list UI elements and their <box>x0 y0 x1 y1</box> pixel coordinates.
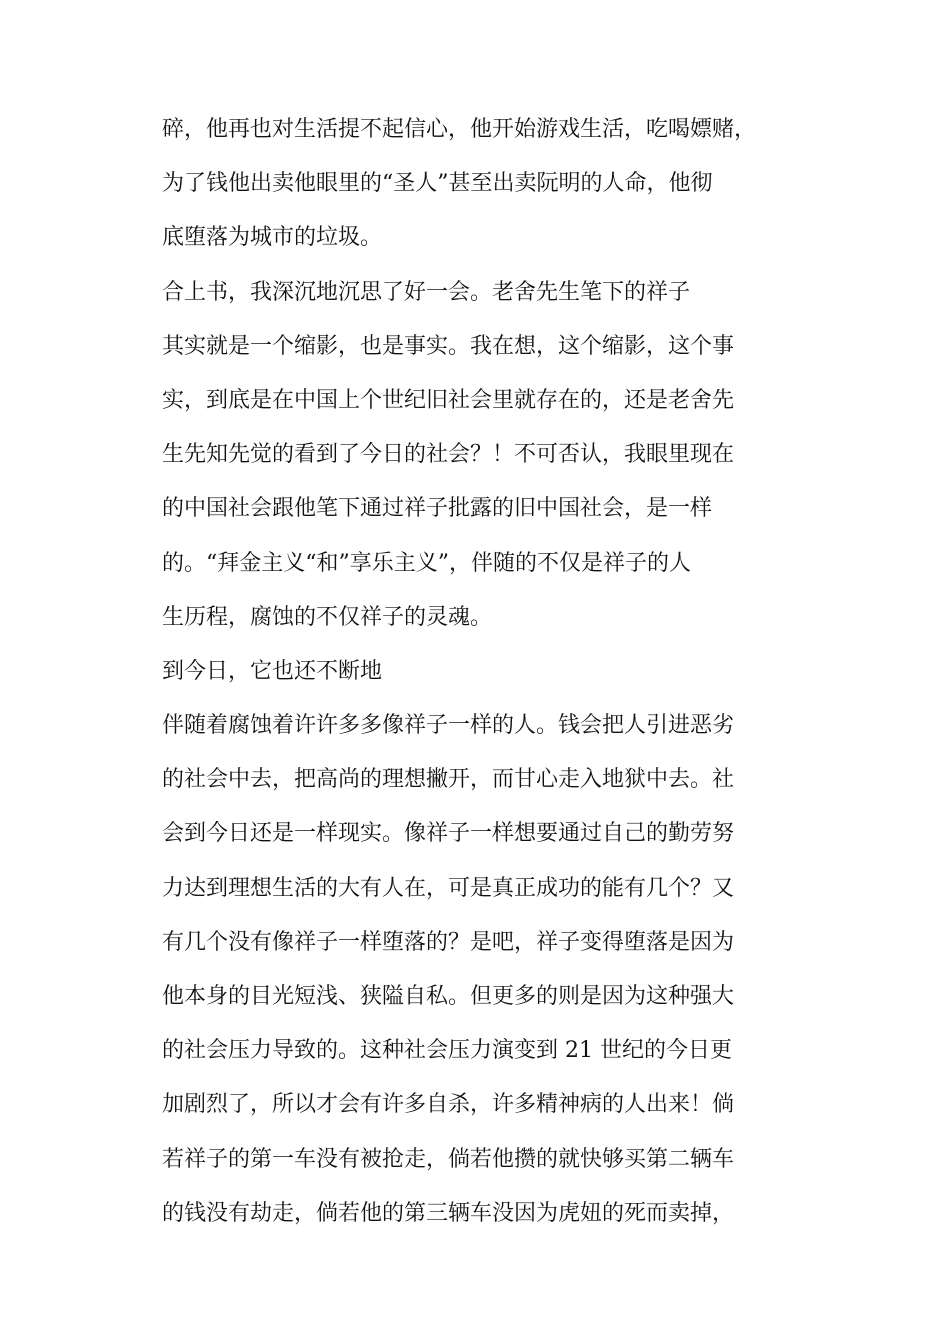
text-line: 的钱没有劫走，倘若他的第三辆车没因为虎妞的死而卖掉， <box>162 1200 735 1226</box>
text-line: 他本身的目光短浅、狭隘自私。但更多的则是因为这种强大 <box>162 984 735 1009</box>
text-line: 合上书，我深沉地沉思了好一会。老舍先生笔下的祥子 <box>162 279 691 305</box>
text-line: 到今日，它也还不断地 <box>162 658 383 684</box>
text-line: 底堕落为城市的垃圾。 <box>162 225 383 251</box>
text-line: 的中国社会跟他笔下通过祥子批露的旧中国社会，是一样 <box>162 496 713 522</box>
text-line: 其实就是一个缩影，也是事实。我在想，这个缩影，这个事 <box>162 333 735 359</box>
text-line: 的社会压力导致的。这种社会压力演变到 21 世纪的今日更 <box>162 1038 732 1064</box>
text-line: 为了钱他出卖他眼里的“圣人”甚至出卖阮明的人命，他彻 <box>162 171 713 197</box>
essay-text <box>162 108 802 1246</box>
text-line: 生历程，腐蚀的不仅祥子的灵魂。 <box>162 604 493 630</box>
text-line: 的。“拜金主义“和”享乐主义”，伴随的不仅是祥子的人 <box>162 550 691 576</box>
text-line: 力达到理想生活的大有人在，可是真正成功的能有几个？又 <box>162 875 735 901</box>
text-line: 生先知先觉的看到了今日的社会？！不可否认，我眼里现在 <box>162 442 735 468</box>
text-line: 的社会中去，把高尚的理想撇开，而甘心走入地狱中去。社 <box>162 767 735 793</box>
text-line: 伴随着腐蚀着许许多多像祥子一样的人。钱会把人引进恶劣 <box>162 713 735 739</box>
text-line: 若祥子的第一车没有被抢走，倘若他攒的就快够买第二辆车 <box>162 1146 735 1172</box>
text-line: 有几个没有像祥子一样堕落的？是吧，祥子变得堕落是因为 <box>162 929 735 955</box>
text-line: 实，到底是在中国上个世纪旧社会里就存在的，还是老舍先 <box>162 387 735 413</box>
text-line: 加剧烈了，所以才会有许多自杀，许多精神病的人出来！倘 <box>162 1092 735 1118</box>
text-line: 会到今日还是一样现实。像祥子一样想要通过自己的勤劳努 <box>162 821 735 847</box>
text-line: 碎，他再也对生活提不起信心，他开始游戏生活，吃喝嫖赌， <box>162 117 757 142</box>
